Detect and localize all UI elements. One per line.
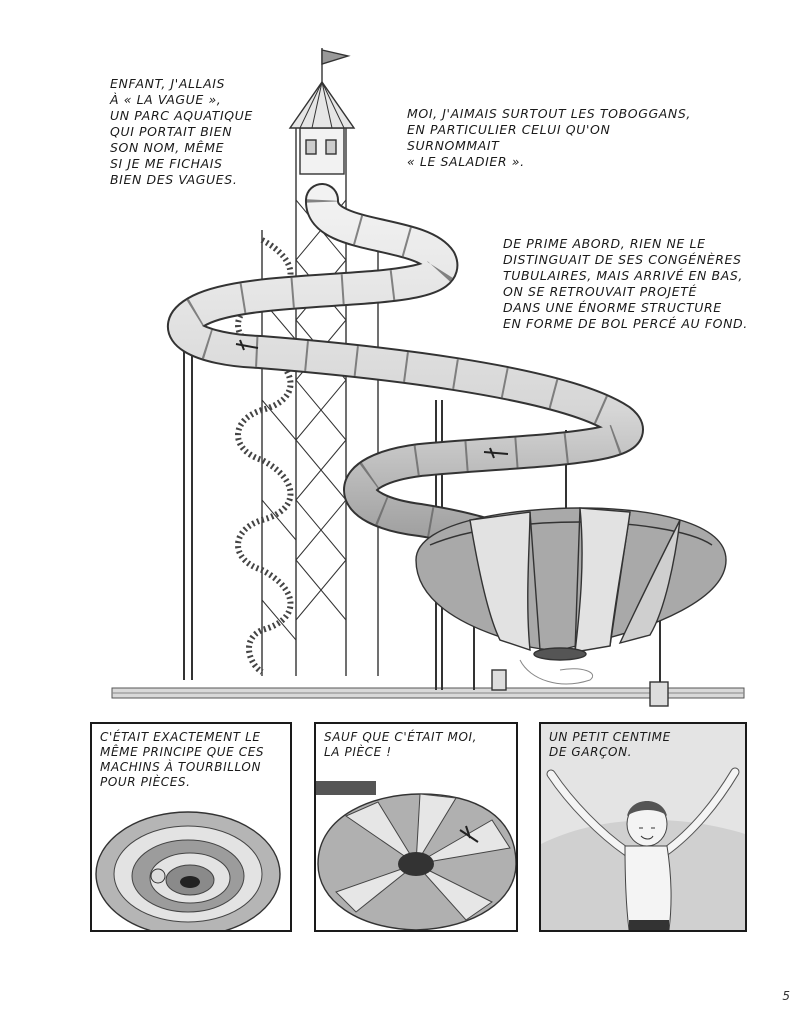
page-number: 5	[782, 989, 790, 1003]
panel-caption: SAUF QUE C'ÉTAIT MOI, LA PIÈCE !	[324, 730, 478, 759]
panel-coin-funnel	[90, 722, 292, 932]
bowl-structure	[416, 508, 726, 706]
panel-caption: C'ÉTAIT EXACTEMENT LE MÊME PRINCIPE QUE CES MACHINS À TOURBILLON POUR PIÈCES.	[100, 730, 265, 789]
panel-caption: UN PETIT CENTIME DE GARÇON.	[549, 730, 671, 759]
ground	[112, 688, 744, 698]
caption-toboggans: MOI, J'AIMAIS SURTOUT LES TOBOGGANS, EN PARTICULIER CELUI QU'ON SURNOMMAIT « LE SALADIER ».	[407, 106, 691, 169]
panel-bowl-closeup	[314, 722, 518, 932]
panel-boy	[539, 722, 747, 932]
caption-intro: ENFANT, J'ALLAIS À « LA VAGUE », UN PARC AQUATIQUE QUI PORTAIT BIEN SON NOM, MÊME SI JE ME FICHAIS BIEN DES VAGUES.	[110, 76, 253, 187]
caption-bowl: DE PRIME ABORD, RIEN NE LE DISTINGUAIT DE SES CONGÉNÈRES TUBULAIRES, MAIS ARRIVÉ EN BAS, ON SE RETROUVAIT PROJETÉ DANS UNE ÉNORME STRUCTURE EN FORME DE BOL PERCÉ AU FOND.	[503, 236, 748, 331]
